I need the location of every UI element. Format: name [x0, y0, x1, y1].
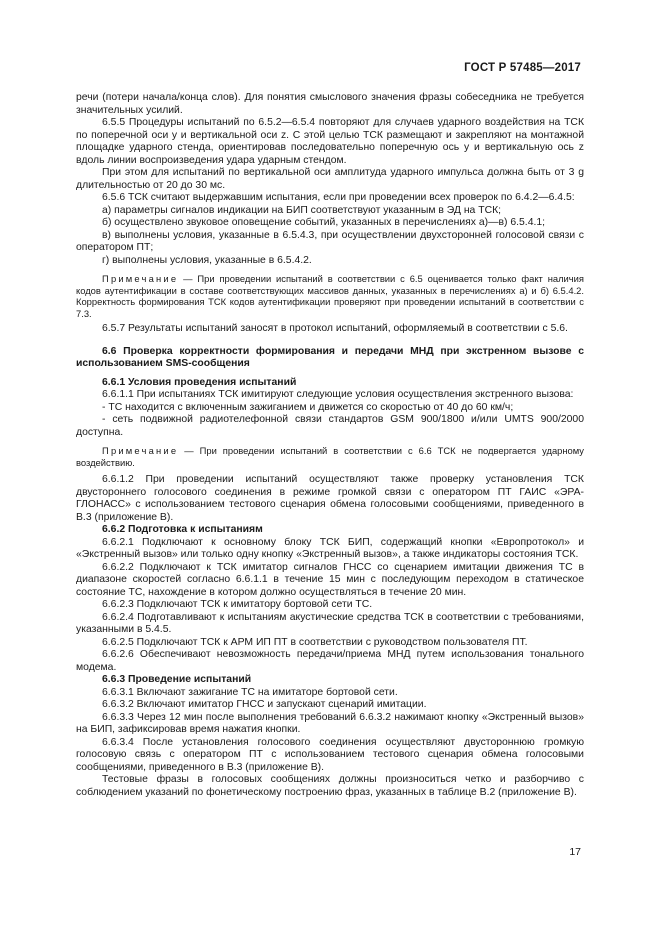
paragraph: речи (потери начала/конца слов). Для понятия смыслового значения фразы собеседника не требуется значительных усилий.	[76, 92, 584, 116]
note-text: — При проведении испытаний в соответствии с 6.6 ТСК не подвергается ударному воздействию.	[76, 445, 584, 468]
paragraph: 6.6.2.5 Подключают ТСК к АРМ ИП ПТ в соответствии с руководством пользователя ПТ.	[102, 636, 528, 648]
note-text: — При проведении испытаний в соответствии с 6.5 оценивается только факт наличия кодов аутентификации в составе соответствующих массивов данных, указанных в перечислениях а) и б) 6.5.4.2. Корректность формирования ТСК кодов аутентификации проверяют при проведении испытаний в соответствии с 7.3.	[76, 273, 584, 319]
subsection-heading: 6.6.3 Проведение испытаний	[102, 674, 252, 685]
list-item: б) осуществлено звуковое оповещение событий, указанных в перечислениях а)—в) 6.5.4.1;	[102, 217, 546, 228]
paragraph: 6.6.2.1 Подключают к основному блоку ТСК БИП, содержащий кнопки «Европротокол» и «Экстренный вызов» или только одну кнопку «Экстренный вызов», а также индикаторы состояния ТСК.	[76, 536, 584, 560]
page-number: 17	[569, 846, 581, 858]
note	[76, 273, 584, 319]
paragraph: Тестовые фразы в голосовых сообщениях должны произноситься четко и разборчиво с соблюдением указаний по фонетическому построению фраз, указанных в таблице В.2 (приложение В).	[76, 774, 584, 798]
paragraph: 6.6.3.1 Включают зажигание ТС на имитаторе бортовой сети.	[102, 686, 398, 698]
note-label: Примечание	[102, 273, 179, 284]
paragraph: 6.6.2.4 Подготавливают к испытаниям акустические средства ТСК в соответствии с требованиями, указанными в 5.4.5.	[76, 611, 584, 635]
list-item: а) параметры сигналов индикации на БИП соответствуют указанным в ЭД на ТСК;	[102, 204, 502, 216]
paragraph: 6.6.2.6 Обеспечивают невозможность передачи/приема МНД путем использования тонального модема.	[76, 649, 584, 673]
list-item: - ТС находится с включенным зажиганием и движется со скоростью от 40 до 60 км/ч;	[102, 401, 514, 413]
note	[76, 445, 584, 468]
section-heading: 6.6 Проверка корректности формирования и передачи МНД при экстренном вызове с использованием SMS-сообщения	[76, 345, 584, 369]
paragraph: При этом для испытаний по вертикальной оси амплитуда ударного импульса должна быть от 3 g длительностью от 20 до 30 мс.	[76, 167, 584, 191]
paragraph: 6.6.1.2 При проведении испытаний осуществляют также проверку установления ТСК двустороннего голосового соединения в режиме громкой связи с оператором ПТ ГАИС «ЭРА-ГЛОНАСС» с использованием тестового сценария обмена голосовыми сообщениями, приведенного в В.3 (приложение В).	[76, 474, 584, 523]
list-item: - сеть подвижной радиотелефонной связи стандартов GSM 900/1800 и/или UMTS 900/2000 доступна.	[76, 414, 584, 438]
paragraph: 6.5.6 ТСК считают выдержавшим испытания, если при проведении всех проверок по 6.4.2—6.4.5:	[102, 192, 575, 203]
paragraph: 6.5.5 Процедуры испытаний по 6.5.2—6.5.4 повторяют для случаев ударного воздействия на ТСК по поперечной оси y и вертикальной оси z. С этой целью ТСК размещают и закрепляют на монтажной площадке ударного стенда, ориентировав последовательно поперечную ось y и вертикальную ось z вдоль линии воспроизведения удара ударным стендом.	[76, 117, 584, 166]
page-body	[76, 92, 584, 799]
list-item: г) выполнены условия, указанные в 6.5.4.2.	[102, 254, 312, 266]
subsection-heading: 6.6.1 Условия проведения испытаний	[102, 376, 297, 388]
paragraph: 6.5.7 Результаты испытаний заносят в протокол испытаний, оформляемый в соответствии с 5.6.	[102, 323, 568, 334]
paragraph: 6.6.2.3 Подключают ТСК к имитатору бортовой сети ТС.	[102, 599, 373, 610]
paragraph: 6.6.3.2 Включают имитатор ГНСС и запускают сценарий имитации.	[102, 699, 427, 710]
paragraph: 6.6.3.4 После установления голосового соединения осуществляют двустороннюю громкую голосовую связь с оператором ПТ с использованием тестового сценария обмена голосовыми сообщениями, приведенного в В.3 (приложение В).	[76, 736, 584, 773]
paragraph: 6.6.2.2 Подключают к ТСК имитатор сигналов ГНСС со сценарием имитации движения ТС в диапазоне скоростей согласно 6.6.1.1 в течение 15 мин с последующим переходом в статическое состояние ТС, нахождение в котором должно осуществляться в течение 20 мин.	[76, 561, 584, 598]
note-label: Примечание	[102, 445, 179, 456]
subsection-heading: 6.6.2 Подготовка к испытаниям	[102, 524, 263, 535]
list-item: в) выполнены условия, указанные в 6.5.4.3, при осуществлении двухсторонней голосовой связи с оператором ПТ;	[76, 229, 584, 253]
paragraph: 6.6.3.3 Через 12 мин после выполнения требований 6.6.3.2 нажимают кнопку «Экстренный вызов» на БИП, зафиксировав время нажатия кнопки.	[76, 711, 584, 735]
document-header: ГОСТ Р 57485—2017	[464, 62, 581, 74]
paragraph: 6.6.1.1 При испытаниях ТСК имитируют следующие условия осуществления экстренного вызова:	[102, 389, 574, 400]
